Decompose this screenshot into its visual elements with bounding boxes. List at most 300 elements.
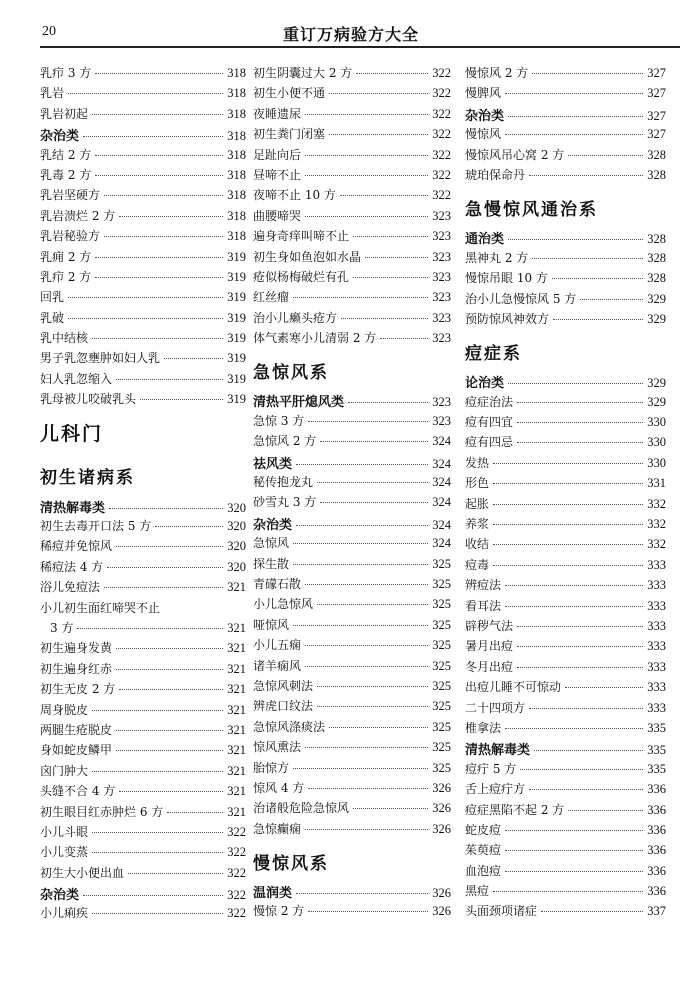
toc-entry <box>465 84 666 104</box>
dot-leader <box>116 730 223 731</box>
dot-leader <box>493 483 643 484</box>
dot-leader <box>95 155 223 156</box>
entry-title: 乳岩初起 <box>40 106 89 121</box>
dot-leader <box>356 73 428 74</box>
dot-leader <box>317 706 428 707</box>
entry-title: 慢惊风吊心窝 2 方 <box>465 147 565 162</box>
entry-title: 舌上痘疔方 <box>465 782 526 797</box>
dot-leader <box>92 771 223 772</box>
entry-page-number: 322 <box>432 86 451 101</box>
entry-title: 周身脱皮 <box>40 702 89 717</box>
entry-page-number: 328 <box>647 250 666 265</box>
entry-page-number: 336 <box>647 802 666 817</box>
toc-entry <box>40 660 246 680</box>
dot-leader <box>296 464 428 465</box>
entry-page-number: 336 <box>647 863 666 878</box>
dot-leader <box>341 318 428 319</box>
dot-leader <box>164 358 223 359</box>
entry-title: 痘有四忌 <box>465 435 514 450</box>
toc-entry <box>253 186 451 206</box>
entry-page-number: 321 <box>227 641 246 656</box>
dot-leader <box>329 134 428 135</box>
entry-title: 体气素寒小儿清弱 2 方 <box>253 331 377 346</box>
entry-page-number: 321 <box>227 804 246 819</box>
dot-leader <box>116 669 223 670</box>
dot-leader <box>92 710 223 711</box>
toc-entry <box>40 537 246 557</box>
entry-title: 初生阴囊过大 2 方 <box>253 66 353 80</box>
division-heading <box>40 411 246 455</box>
category-entry <box>465 105 666 125</box>
toc-entry <box>40 84 246 104</box>
section-heading <box>465 186 666 228</box>
dot-leader <box>493 463 643 464</box>
entry-page-number: 321 <box>227 784 246 799</box>
dot-leader <box>296 893 428 894</box>
toc-entry <box>40 680 246 700</box>
entry-page-number: 333 <box>647 659 666 674</box>
toc-entry <box>465 617 666 637</box>
dot-leader <box>305 216 428 217</box>
entry-page-number: 318 <box>227 188 246 203</box>
dot-leader <box>305 175 428 176</box>
toc-entry <box>465 699 666 719</box>
dot-leader <box>119 216 223 217</box>
entry-title: 黑痘 <box>465 884 490 899</box>
toc-entry <box>253 125 451 145</box>
entry-title: 诸羊痫风 <box>253 658 302 673</box>
entry-page-number: 319 <box>227 331 246 346</box>
entry-title: 初生粪门闭塞 <box>253 127 326 142</box>
toc-entry <box>465 882 666 902</box>
toc-entry <box>40 268 246 288</box>
toc-entry <box>40 741 246 761</box>
toc-entry <box>465 719 666 739</box>
toc-entry <box>40 248 246 268</box>
entry-title: 夜睡遗尿 <box>253 106 302 121</box>
entry-title: 秘传抱龙丸 <box>253 475 314 490</box>
toc-entry <box>253 207 451 227</box>
toc-entry <box>253 820 451 840</box>
dot-leader <box>92 338 223 339</box>
toc-entry <box>465 862 666 882</box>
book-title: 重订万病验方大全 <box>283 25 420 44</box>
dot-leader <box>104 587 223 588</box>
entry-title: 胎惊方 <box>253 760 290 775</box>
entry-page-number: 337 <box>647 904 666 919</box>
entry-title: 血泡痘 <box>465 863 502 878</box>
entry-page-number: 336 <box>647 782 666 797</box>
toc-entry <box>465 413 666 433</box>
entry-title: 急惊风涤痰法 <box>253 719 326 734</box>
entry-title: 惊风 4 方 <box>253 780 305 795</box>
dot-leader <box>296 525 428 526</box>
entry-title: 黑神丸 2 方 <box>465 250 529 265</box>
toc-column-2 <box>253 64 451 923</box>
toc-entry <box>253 146 451 166</box>
toc-entry <box>253 329 451 349</box>
entry-page-number: 327 <box>647 66 666 80</box>
dot-leader <box>293 297 428 298</box>
toc-entry <box>465 146 666 166</box>
entry-title: 痘有四宜 <box>465 415 514 430</box>
dot-leader <box>95 257 223 258</box>
entry-page-number: 323 <box>432 290 451 305</box>
dot-leader <box>320 502 428 503</box>
entry-title: 治诸般危险急惊风 <box>253 801 350 816</box>
entry-title: 小儿急惊风 <box>253 597 314 612</box>
entry-page-number: 321 <box>227 702 246 717</box>
entry-page-number: 333 <box>647 700 666 715</box>
dot-leader <box>293 625 428 626</box>
entry-page-number: 329 <box>647 311 666 326</box>
entry-title: 通治类 <box>465 232 505 248</box>
dot-leader <box>520 769 643 770</box>
entry-page-number: 319 <box>227 371 246 386</box>
dot-leader <box>329 93 428 94</box>
toc-column-3 <box>465 64 666 923</box>
toc-entry <box>465 678 666 698</box>
dot-leader <box>116 379 223 380</box>
dot-leader <box>95 73 223 74</box>
dot-leader <box>517 402 643 403</box>
dot-leader <box>95 277 223 278</box>
toc-entry <box>253 84 451 104</box>
dot-leader <box>508 116 643 117</box>
entry-title: 温润类 <box>253 886 293 902</box>
toc-entry <box>253 493 451 513</box>
dot-leader <box>493 565 643 566</box>
entry-title: 红丝瘤 <box>253 290 290 305</box>
category-entry <box>253 882 451 902</box>
dot-leader <box>552 278 643 279</box>
entry-title: 回乳 <box>40 290 65 305</box>
dot-leader <box>505 606 643 607</box>
dot-leader <box>104 236 223 237</box>
entry-title: 乳结 2 方 <box>40 147 92 162</box>
entry-title: 杂治类 <box>253 517 293 533</box>
header-divider <box>40 46 680 48</box>
entry-page-number: 322 <box>432 127 451 142</box>
section-heading <box>253 840 451 882</box>
entry-title: 初生身如鱼泡如水晶 <box>253 249 362 264</box>
entry-page-number: 328 <box>647 147 666 162</box>
entry-title: 辨痘法 <box>465 578 502 593</box>
dot-leader <box>532 73 643 74</box>
heading-text: 急惊风系 <box>253 362 329 383</box>
toc-entry <box>40 904 246 924</box>
toc-entry <box>465 515 666 535</box>
toc-entry <box>40 105 246 125</box>
entry-title: 杂治类 <box>465 108 505 124</box>
dot-leader <box>305 829 428 830</box>
toc-entry <box>253 799 451 819</box>
entry-page-number: 336 <box>647 884 666 899</box>
toc-entry <box>40 762 246 782</box>
entry-title: 急惊风 2 方 <box>253 434 317 449</box>
entry-title: 急惊癫痫 <box>253 821 302 836</box>
toc-entry <box>253 534 451 554</box>
entry-page-number: 332 <box>647 537 666 552</box>
toc-entry <box>253 227 451 247</box>
toc-entry <box>40 823 246 843</box>
dot-leader <box>104 195 223 196</box>
entry-page-number: 323 <box>432 413 451 428</box>
entry-page-number: 329 <box>647 376 666 391</box>
entry-page-number: 330 <box>647 435 666 450</box>
entry-page-number: 327 <box>647 108 666 123</box>
toc-entry <box>253 268 451 288</box>
entry-title: 初生眼目红赤肿烂 6 方 <box>40 804 164 819</box>
entry-page-number: 325 <box>432 699 451 714</box>
heading-text: 慢惊风系 <box>253 853 329 874</box>
entry-page-number: 335 <box>647 720 666 735</box>
dot-leader <box>167 812 223 813</box>
toc-entry <box>465 433 666 453</box>
entry-page-number: 331 <box>647 476 666 491</box>
entry-page-number: 323 <box>432 208 451 223</box>
dot-leader <box>493 524 643 525</box>
entry-title: 收结 <box>465 537 490 552</box>
dot-leader <box>505 585 643 586</box>
entry-title: 乳疖 2 方 <box>40 269 92 284</box>
entry-page-number: 324 <box>432 434 451 449</box>
entry-title: 足趾向后 <box>253 147 302 162</box>
dot-leader <box>119 791 223 792</box>
entry-page-number: 322 <box>432 188 451 203</box>
dot-leader <box>293 564 428 565</box>
dot-leader <box>493 891 643 892</box>
entry-page-number: 319 <box>227 392 246 407</box>
toc-column-1 <box>40 64 246 925</box>
entry-title: 乳中结核 <box>40 331 89 346</box>
dot-leader <box>529 708 643 709</box>
toc-entry <box>465 902 666 922</box>
toc-entry <box>40 721 246 741</box>
dot-leader <box>83 136 223 137</box>
entry-page-number: 322 <box>227 824 246 839</box>
entry-title: 头面颈项诸症 <box>465 904 538 919</box>
toc-entry <box>253 166 451 186</box>
toc-entry <box>40 701 246 721</box>
toc-entry <box>40 227 246 247</box>
dot-leader <box>353 277 428 278</box>
heading-text: 急慢惊风通治系 <box>465 199 598 220</box>
entry-page-number: 319 <box>227 310 246 325</box>
entry-title: 乳母被儿咬破乳头 <box>40 392 137 407</box>
entry-page-number: 324 <box>432 456 451 471</box>
entry-title: 痘症治法 <box>465 394 514 409</box>
entry-title: 起胀 <box>465 496 490 511</box>
entry-title: 痘症黑陷不起 2 方 <box>465 802 565 817</box>
entry-page-number: 330 <box>647 415 666 430</box>
dot-leader <box>293 543 428 544</box>
toc-entry <box>465 535 666 555</box>
dot-leader <box>305 584 428 585</box>
entry-title: 二十四项方 <box>465 700 526 715</box>
toc-entry <box>465 637 666 657</box>
toc-entry <box>465 780 666 800</box>
entry-title: 两腿生疮脱皮 <box>40 722 113 737</box>
entry-page-number: 325 <box>432 678 451 693</box>
toc-entry <box>465 125 666 145</box>
toc-entry <box>465 801 666 821</box>
dot-leader <box>517 667 643 668</box>
category-entry <box>465 372 666 392</box>
section-heading <box>465 330 666 372</box>
entry-page-number: 333 <box>647 618 666 633</box>
entry-title: 初生小便不通 <box>253 86 326 101</box>
entry-page-number: 325 <box>432 638 451 653</box>
category-entry <box>40 497 246 517</box>
dot-leader <box>308 911 428 912</box>
toc-entry <box>465 576 666 596</box>
dot-leader <box>493 544 643 545</box>
dot-leader <box>517 646 643 647</box>
entry-title: 乳疖 3 方 <box>40 66 92 80</box>
entry-title: 乳岩秘验方 <box>40 229 101 244</box>
entry-title: 清热解毒类 <box>465 743 531 759</box>
toc-entry <box>253 636 451 656</box>
toc-entry <box>465 269 666 289</box>
entry-page-number: 325 <box>432 597 451 612</box>
category-entry <box>465 228 666 248</box>
dot-leader <box>317 482 428 483</box>
entry-page-number: 336 <box>647 822 666 837</box>
entry-page-number: 325 <box>432 556 451 571</box>
dot-leader <box>532 258 643 259</box>
toc-entry <box>40 207 246 227</box>
entry-page-number: 318 <box>227 147 246 162</box>
heading-text: 初生诸病系 <box>40 468 135 489</box>
entry-title: 乳岩 <box>40 86 65 101</box>
entry-title: 乳岩溃烂 2 方 <box>40 208 116 223</box>
entry-page-number: 322 <box>227 865 246 880</box>
entry-page-number: 322 <box>432 147 451 162</box>
toc-entry <box>40 782 246 802</box>
toc-entry <box>40 639 246 659</box>
page-number: 20 <box>42 24 56 39</box>
entry-title: 杂治类 <box>40 888 80 904</box>
entry-title: 小儿变蒸 <box>40 845 89 860</box>
toc-entry <box>253 616 451 636</box>
toc-entry <box>253 248 451 268</box>
dot-leader <box>155 526 223 527</box>
category-entry <box>465 739 666 759</box>
toc-entry <box>40 370 246 390</box>
entry-page-number: 319 <box>227 269 246 284</box>
dot-leader <box>68 318 223 319</box>
entry-page-number: 319 <box>227 249 246 264</box>
entry-page-number: 326 <box>432 821 451 836</box>
entry-page-number: 333 <box>647 557 666 572</box>
dot-leader <box>116 750 223 751</box>
category-entry <box>253 453 451 473</box>
dot-leader <box>92 852 223 853</box>
entry-title: 治小儿癞头疮方 <box>253 310 338 325</box>
entry-title: 昼啼不止 <box>253 167 302 182</box>
toc-entry <box>253 64 451 84</box>
entry-title: 蛇皮痘 <box>465 822 502 837</box>
dot-leader <box>92 832 223 833</box>
toc-entry <box>40 864 246 884</box>
entry-title: 辟秽气法 <box>465 618 514 633</box>
entry-page-number: 320 <box>227 500 246 515</box>
entry-page-number: 321 <box>227 580 246 595</box>
toc-entry <box>40 329 246 349</box>
entry-page-number: 324 <box>432 475 451 490</box>
toc-entry <box>253 902 451 922</box>
entry-page-number: 321 <box>227 682 246 697</box>
entry-page-number: 333 <box>647 680 666 695</box>
entry-title: 头缝不合 4 方 <box>40 784 116 799</box>
entry-title: 初生大小便出血 <box>40 865 125 880</box>
entry-page-number: 323 <box>432 331 451 346</box>
entry-title: 痘毒 <box>465 557 490 572</box>
dot-leader <box>68 297 223 298</box>
entry-page-number: 318 <box>227 129 246 144</box>
entry-title: 哑惊风 <box>253 617 290 632</box>
toc-entry <box>465 166 666 186</box>
entry-page-number: 321 <box>227 763 246 778</box>
dot-leader <box>353 236 428 237</box>
dot-leader <box>565 687 643 688</box>
toc-entry <box>253 412 451 432</box>
toc-entry <box>40 349 246 369</box>
entry-title: 急惊风刺法 <box>253 678 314 693</box>
toc-entry <box>40 166 246 186</box>
toc-entry <box>465 290 666 310</box>
dot-leader <box>505 850 643 851</box>
entry-title: 发热 <box>465 455 490 470</box>
dot-leader <box>353 808 428 809</box>
entry-title: 初生遍身发黄 <box>40 641 113 656</box>
entry-page-number: 321 <box>227 661 246 676</box>
dot-leader <box>107 567 223 568</box>
entry-page-number: 318 <box>227 106 246 121</box>
entry-page-number: 320 <box>227 559 246 574</box>
dot-leader <box>380 338 428 339</box>
toc-entry <box>465 760 666 780</box>
entry-page-number: 328 <box>647 167 666 182</box>
entry-page-number: 336 <box>647 843 666 858</box>
heading-text: 痘症系 <box>465 343 522 364</box>
entry-title: 慢惊风 <box>465 127 502 142</box>
entry-title: 身如蛇皮鳞甲 <box>40 743 113 758</box>
entry-page-number: 318 <box>227 208 246 223</box>
entry-title: 探生散 <box>253 556 290 571</box>
dot-leader <box>505 728 643 729</box>
toc-entry <box>40 146 246 166</box>
toc-entry <box>253 738 451 758</box>
entry-page-number: 326 <box>432 904 451 919</box>
entry-title: 痘疔 5 方 <box>465 761 517 776</box>
entry-page-number: 318 <box>227 167 246 182</box>
entry-title: 砂雪丸 3 方 <box>253 495 317 510</box>
page-header <box>0 0 691 46</box>
toc-entry <box>40 578 246 598</box>
toc-entry <box>253 473 451 493</box>
dot-leader <box>317 604 428 605</box>
entry-page-number: 325 <box>432 617 451 632</box>
dot-leader <box>517 422 643 423</box>
toc-entry <box>40 843 246 863</box>
entry-title: 男子乳忽壅肿如妇人乳 <box>40 351 161 366</box>
entry-title: 清热平肝熄风类 <box>253 395 345 411</box>
entry-page-number: 333 <box>647 598 666 613</box>
entry-title: 小儿斗眼 <box>40 824 89 839</box>
toc-entry <box>465 393 666 413</box>
